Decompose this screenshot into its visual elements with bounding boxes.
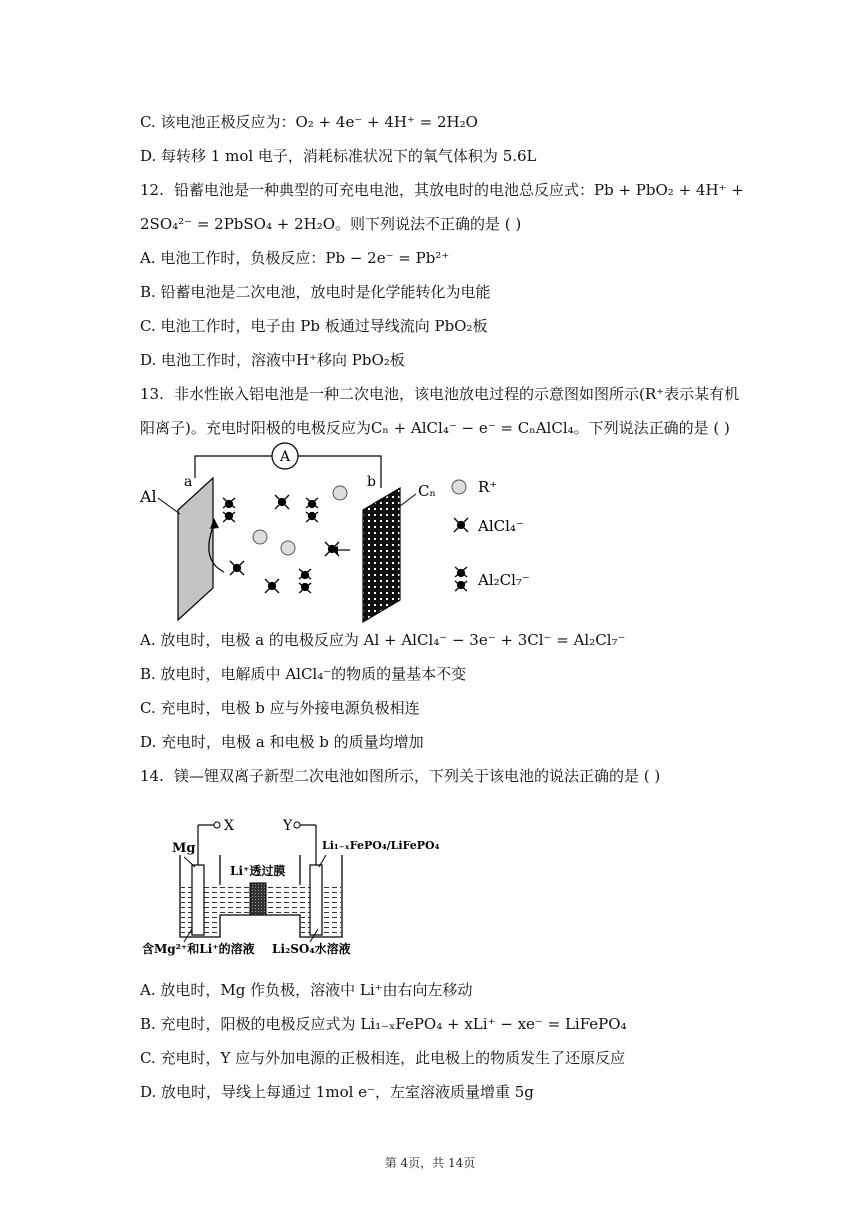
- q14-option-c: C. 充电时，Y 应与外加电源的正极相连，此电极上的物质发生了还原反应: [140, 1049, 626, 1067]
- q12-option-b: B. 铅蓄电池是二次电池，放电时是化学能转化为电能: [140, 283, 491, 301]
- q14-option-d: D. 放电时，导线上每通过 1mol e⁻，左室溶液质量增重 5g: [140, 1083, 534, 1101]
- q13-stem-line2: 阳离子)。充电时阳极的电极反应为Cₙ + AlCl₄⁻ − e⁻ = CₙAlCl₄。下列说法正确的是 ( ): [140, 419, 730, 437]
- q11-option-c: C. 该电池正极反应为：O₂ + 4e⁻ + 4H⁺ = 2H₂O: [140, 113, 478, 131]
- q12-stem-text: 铅蓄电池是一种典型的可充电电池，其放电时的电池总反应式：Pb + PbO₂ + 4H⁺ +: [174, 181, 744, 199]
- page-footer: 第 4页，共 14页: [384, 1156, 476, 1170]
- q13-option-b: B. 放电时，电解质中 AlCl₄⁻的物质的量基本不变: [140, 665, 467, 683]
- label-membrane: Li⁺透过膜: [230, 864, 286, 878]
- q14-stem-text: 镁—锂双离子新型二次电池如图所示，下列关于该电池的说法正确的是 ( ): [174, 767, 661, 785]
- q14-option-b: B. 充电时，阳极的电极反应式为 Li₁₋ₓFePO₄ + xLi⁺ − xe⁻ = LiFePO₄: [140, 1015, 627, 1033]
- electrode-b-cn: [363, 488, 400, 622]
- al2cl7-ions: [223, 498, 318, 593]
- cathode-electrode: [310, 865, 322, 935]
- ammeter-label: A: [279, 449, 291, 465]
- q11-option-d: D. 每转移 1 mol 电子，消耗标准状况下的氧气体积为 5.6L: [140, 147, 537, 165]
- diagram-legend: [452, 478, 530, 591]
- q14-option-a: A. 放电时，Mg 作负极，溶液中 Li⁺由右向左移动: [140, 981, 473, 999]
- legend-al2cl7: Al₂Cl₇⁻: [478, 571, 530, 589]
- q13-option-c: C. 充电时，电极 b 应与外接电源负极相连: [140, 699, 420, 717]
- label-y: Y: [283, 818, 293, 834]
- label-right-solution: Li₂SO₄水溶液: [272, 942, 351, 956]
- q13-stem-text: 非水性嵌入铝电池是一种二次电池，该电池放电过程的示意图如图所示(R⁺表示某有机: [174, 385, 740, 403]
- label-cn: Cₙ: [418, 482, 436, 500]
- q12-option-c: C. 电池工作时，电子由 Pb 板通过导线流向 PbO₂板: [140, 317, 488, 335]
- label-a: a: [184, 474, 193, 490]
- li-membrane: [250, 883, 266, 915]
- electrode-a-al: [178, 478, 213, 620]
- q13-stem-line1: [140, 384, 739, 404]
- q13-battery-diagram: [138, 440, 530, 620]
- label-cathode: Li₁₋ₓFePO₄/LiFePO₄: [322, 839, 440, 852]
- q12-option-a: A. 电池工作时，负极反应：Pb − 2e⁻ = Pb²⁺: [140, 249, 450, 267]
- q14-number: 14.: [140, 767, 164, 785]
- legend-alcl4: AlCl₄⁻: [478, 517, 524, 535]
- q13-option-a: A. 放电时，电极 a 的电极反应为 Al + AlCl₄⁻ − 3e⁻ + 3Cl⁻ = Al₂Cl₇⁻: [140, 631, 626, 649]
- q12-option-d: D. 电池工作时，溶液中H⁺移向 PbO₂板: [140, 351, 405, 369]
- label-b: b: [367, 474, 376, 490]
- label-x: X: [224, 818, 234, 834]
- q14-battery-diagram: [140, 805, 460, 965]
- q13-option-d: D. 充电时，电极 a 和电极 b 的质量均增加: [140, 733, 424, 751]
- q12-number: 12.: [140, 181, 164, 199]
- q14-stem-line: [140, 766, 660, 786]
- label-al: Al: [140, 487, 157, 506]
- q12-stem-line1: [140, 180, 744, 200]
- r-plus-ions: [253, 486, 347, 555]
- label-mg: Mg: [172, 841, 196, 856]
- mg-electrode: [192, 865, 204, 935]
- q13-number: 13.: [140, 385, 164, 403]
- label-left-solution: 含Mg²⁺和Li⁺的溶液: [142, 942, 255, 956]
- q12-stem-line2: 2SO₄²⁻ = 2PbSO₄ + 2H₂O。则下列说法不正确的是 ( ): [140, 215, 522, 233]
- legend-r-plus: R⁺: [478, 478, 498, 496]
